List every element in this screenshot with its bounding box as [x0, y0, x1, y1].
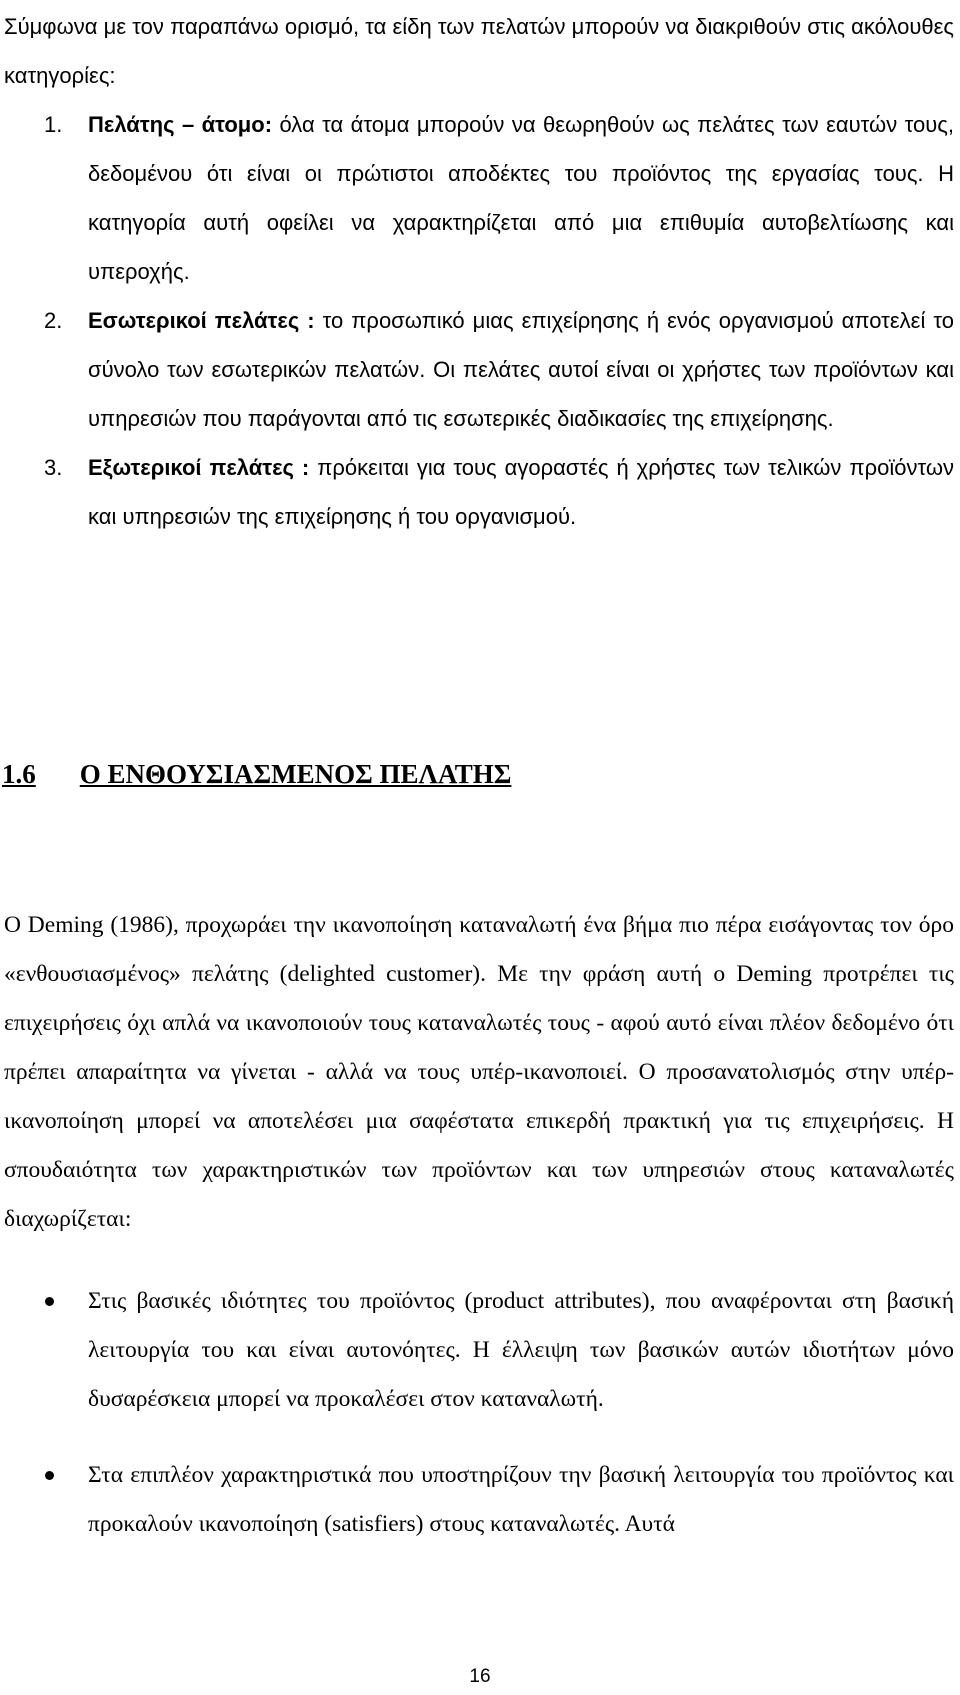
- list-number: 3.: [44, 455, 63, 480]
- bullet-dot-icon: [45, 1297, 54, 1306]
- category-term: Πελάτης – άτομο:: [88, 112, 273, 137]
- category-text: όλα τα άτομα μπορούν να θεωρηθούν ως πελάτες των εαυτών τους, δεδομένου ότι είναι οι πρώτιστοι αποδέκτες του προϊόντος της εργασίας τους. Η κατηγορία αυτή οφείλει να χαρακτηρίζεται από μια επιθυμία αυτοβελτίωσης και υπεροχής.: [88, 112, 955, 284]
- customer-categories-list: [4, 100, 954, 541]
- list-number: 2.: [44, 308, 63, 333]
- bullet-text: Στα επιπλέον χαρακτηριστικά που υποστηρίζουν την βασική λειτουργία του προϊόντος και προκαλούν ικανοποίηση (satisfiers) στους καταναλωτές. Αυτά: [88, 1462, 954, 1537]
- category-text: το προσωπικό μιας επιχείρησης ή ενός οργανισμού αποτελεί το σύνολο των εσωτερικών πελατών. Οι πελάτες αυτοί είναι οι χρήστες των προϊόντων και υπηρεσιών που παράγονται από τις εσωτερικές διαδικασίες της επιχείρησης.: [88, 308, 955, 431]
- category-item-internal: [4, 296, 954, 443]
- category-text: πρόκειται για τους αγοραστές ή χρήστες των τελικών προϊόντων και υπηρεσιών της επιχείρησης ή του οργανισμού.: [88, 455, 954, 529]
- section-title: Ο ΕΝΘΟΥΣΙΑΣΜΕΝΟΣ ΠΕΛΑΤΗΣ: [79, 759, 512, 789]
- list-number: 1.: [44, 112, 63, 137]
- bullet-item: [4, 1451, 954, 1549]
- bullet-dot-icon: [45, 1471, 54, 1480]
- page-number: 16: [469, 1666, 491, 1687]
- category-term: Εξωτερικοί πελάτες :: [88, 455, 310, 480]
- category-item-external: [4, 443, 954, 541]
- section-heading: [2, 752, 902, 796]
- section-number: 1.6: [2, 759, 36, 789]
- intro-paragraph: Σύμφωνα με τον παραπάνω ορισμό, τα είδη των πελατών μπορούν να διακριθούν στις ακόλουθες κατηγορίες:: [4, 14, 954, 88]
- body-paragraph: Ο Deming (1986), προχωράει την ικανοποίηση καταναλωτή ένα βήμα πιο πέρα εισάγοντας τον όρο «ενθουσιασμένος» πελάτης (delighted customer). Με την φράση αυτή ο Deming προτρέπει τις επιχειρήσεις όχι απλά να ικανοποιούν τους καταναλωτές τους - αφού αυτό είναι πλέον δεδομένο ότι πρέπει απαραίτητα να γίνεται - αλλά να τους υπέρ-ικανοποιεί. Ο προσανατολισμός στην υπέρ-ικανοποίηση μπορεί να αποτελέσει μια σαφέστατα επικερδή πρακτική για τις επιχειρήσεις. Η σπουδαιότητα των χαρακτηριστικών των προϊόντων και των υπηρεσιών στους καταναλωτές διαχωρίζεται:: [4, 912, 954, 1232]
- bullet-item: [4, 1277, 954, 1424]
- category-item-self: [4, 100, 954, 296]
- bullet-text: Στις βασικές ιδιότητες του προϊόντος (product attributes), που αναφέρονται στη βασική λειτουργία του και είναι αυτονόητες. Η έλλειψη των βασικών αυτών ιδιοτήτων μόνο δυσαρέσκεια μπορεί να προκαλέσει στον καταναλωτή.: [88, 1288, 954, 1412]
- bullet-list: [4, 1277, 954, 1549]
- category-term: Εσωτερικοί πελάτες :: [88, 308, 315, 333]
